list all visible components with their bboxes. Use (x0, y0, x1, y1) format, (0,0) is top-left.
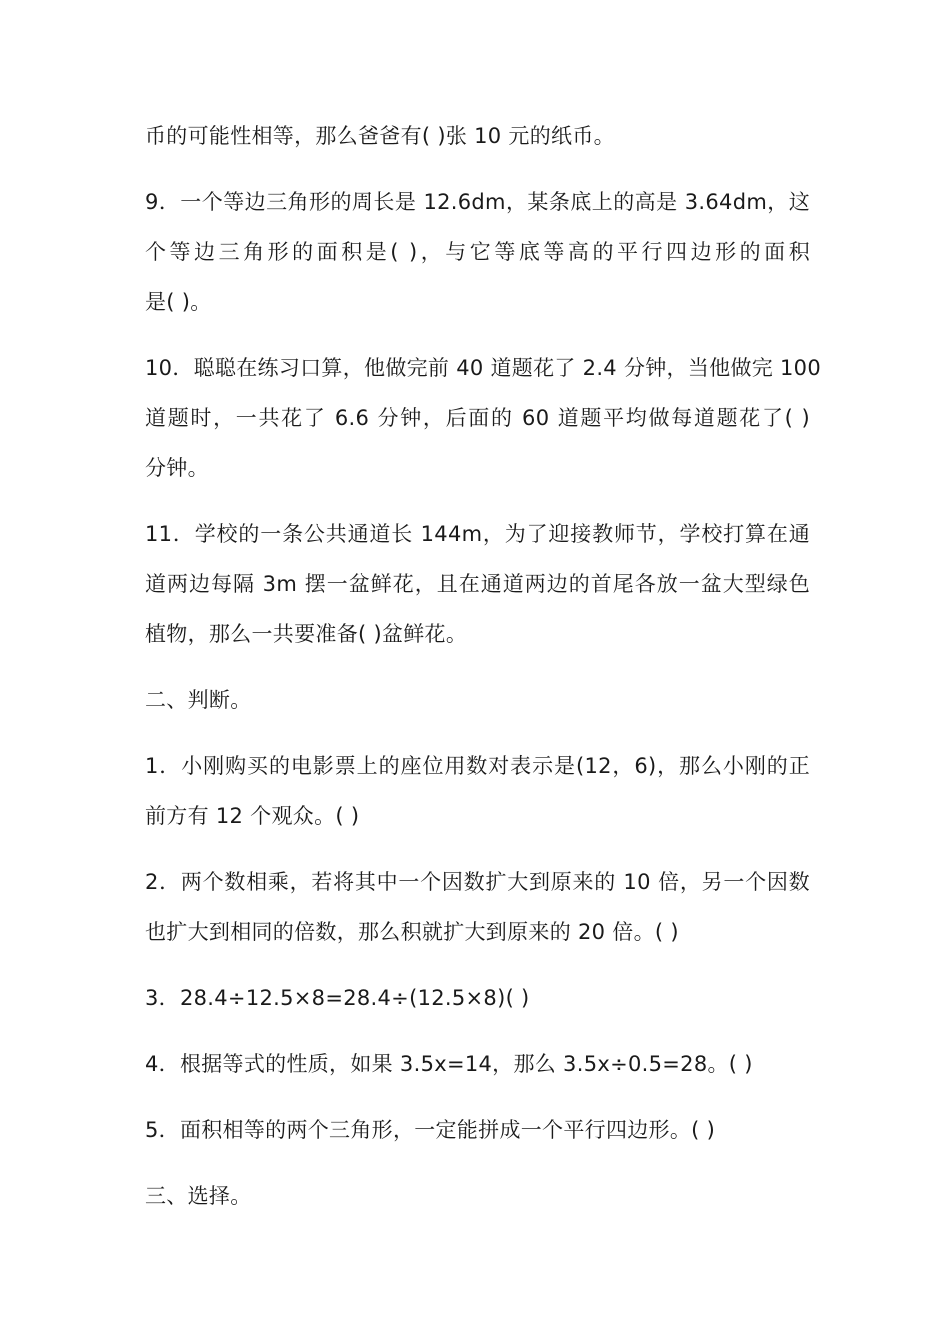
judge-2-line-1: 2．两个数相乘，若将其中一个因数扩大到原来的 10 倍，另一个因数 (145, 870, 810, 894)
q11-line-1: 11．学校的一条公共通道长 144m，为了迎接教师节，学校打算在通 (145, 522, 810, 546)
section-heading-judgment: 二、判断。 (145, 688, 252, 712)
judge-1-line-2: 前方有 12 个观众。( ) (145, 804, 360, 828)
q11-line-2: 道两边每隔 3m 摆一盆鲜花，且在通道两边的首尾各放一盆大型绿色 (145, 572, 810, 596)
judge-3-line: 3．28.4÷12.5×8=28.4÷(12.5×8)( ) (145, 986, 530, 1010)
q9-line-1: 9．一个等边三角形的周长是 12.6dm，某条底上的高是 3.64dm，这 (145, 190, 810, 214)
q11-line-3: 植物，那么一共要准备( )盆鲜花。 (145, 622, 468, 646)
judge-5-line: 5．面积相等的两个三角形，一定能拼成一个平行四边形。( ) (145, 1118, 716, 1142)
q10-line-3: 分钟。 (145, 456, 209, 480)
judge-1-line-1: 1．小刚购买的电影票上的座位用数对表示是(12，6)，那么小刚的正 (145, 754, 810, 778)
q9-line-3: 是( )。 (145, 290, 212, 314)
q10-line-1: 10．聪聪在练习口算，他做完前 40 道题花了 2.4 分钟，当他做完 100 (145, 356, 821, 380)
judge-2-line-2: 也扩大到相同的倍数，那么积就扩大到原来的 20 倍。( ) (145, 920, 679, 944)
q10-line-2: 道题时，一共花了 6.6 分钟，后面的 60 道题平均做每道题花了( ) (145, 406, 810, 430)
q8-continuation-line: 币的可能性相等，那么爸爸有( )张 10 元的纸币。 (145, 124, 615, 148)
judge-4-line: 4．根据等式的性质，如果 3.5x=14，那么 3.5x÷0.5=28。( ) (145, 1052, 753, 1076)
section-heading-choice: 三、选择。 (145, 1184, 252, 1208)
q9-line-2: 个等边三角形的面积是( )，与它等底等高的平行四边形的面积 (145, 240, 810, 264)
